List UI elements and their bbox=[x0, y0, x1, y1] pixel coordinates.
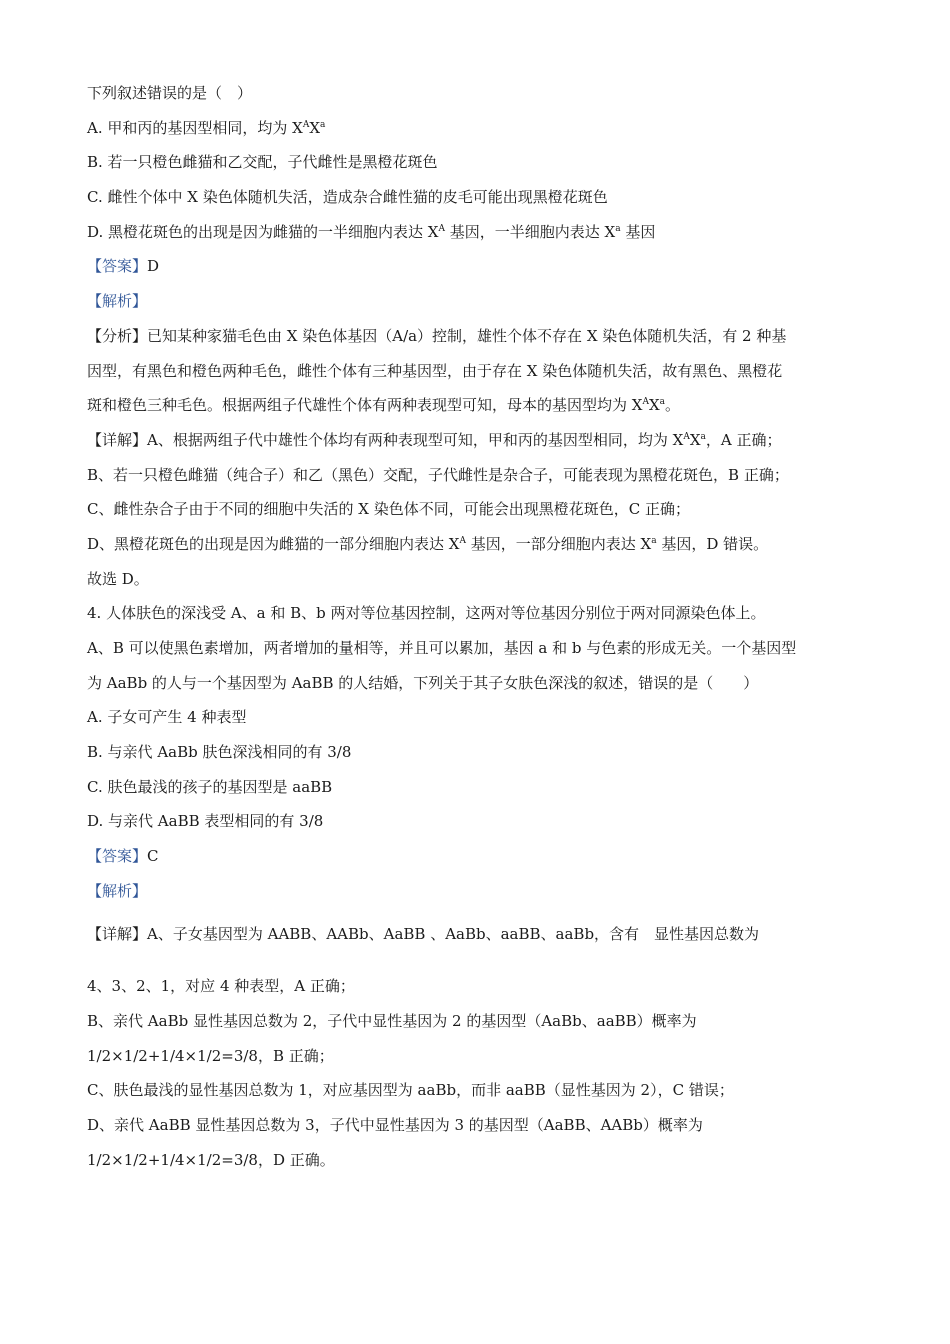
q3-option-d bbox=[87, 215, 887, 250]
q4-analysis-heading bbox=[87, 874, 887, 909]
answer-tag: 【答案】 bbox=[87, 847, 148, 866]
text: 基因，一半细胞内表达 X bbox=[444, 222, 616, 241]
superscript: a bbox=[320, 119, 326, 130]
detail-tag: 【详解】 bbox=[87, 924, 148, 943]
q4-stem-line-1: 4. 人体肤色的深浅受 A、a 和 B、b 两对等位基因控制，这两对等位基因分别位于两对同源染色体上。 bbox=[87, 604, 766, 623]
text: A. 甲和丙的基因型相同，均为 X bbox=[87, 118, 303, 137]
text: X bbox=[309, 118, 321, 137]
text: 已知某种家猫毛色由 X 染色体基因（A/a）控制，雄性个体不存在 X 染色体随机失活，有 2 种基 bbox=[147, 326, 787, 345]
q3-detail-c: C、雌性杂合子由于不同的细胞中失活的 X 染色体不同，可能会出现黑橙花斑色，C 正确； bbox=[87, 500, 690, 519]
superscript: a bbox=[659, 397, 666, 408]
fenxi-tag: 【分析】 bbox=[87, 326, 148, 345]
document-page bbox=[87, 76, 887, 1177]
superscript: A bbox=[683, 431, 690, 442]
q3-detail-a bbox=[87, 423, 887, 458]
text: 基因，一部分细胞内表达 X bbox=[465, 534, 652, 553]
q3-fenxi-line-2: 因型，有黑色和橙色两种毛色，雌性个体有三种基因型，由于存在 X 染色体随机失活，故有黑色、黑橙花 bbox=[87, 361, 783, 380]
q4-option-b: B. 与亲代 AaBb 肤色深浅相同的有 3/8 bbox=[87, 743, 352, 762]
answer-value: C bbox=[147, 847, 159, 866]
answer-value: D bbox=[147, 257, 160, 276]
superscript: A bbox=[302, 119, 310, 130]
text: 基因，D 错误。 bbox=[656, 534, 769, 553]
q4-option-c: C. 肤色最浅的孩子的基因型是 aaBB bbox=[87, 777, 333, 796]
superscript: A bbox=[438, 223, 445, 234]
analysis-tag: 【解析】 bbox=[87, 292, 148, 311]
q4-stem-line-3: 为 AaBb 的人与一个基因型为 AaBB 的人结婚，下列关于其子女肤色深浅的叙述，错误的是（ ） bbox=[87, 673, 759, 692]
q4-detail-d-line-1: D、亲代 AaBB 显性基因总数为 3，子代中显性基因为 3 的基因型（AaBB、AABb）概率为 bbox=[87, 1115, 703, 1134]
q3-answer bbox=[87, 249, 887, 284]
text: A、子女基因型为 AABB、AABb、AaBB 、AaBb、aaBB、aaBb，含有 显性基因总数为 bbox=[147, 924, 760, 943]
superscript: A bbox=[459, 535, 466, 546]
answer-tag: 【答案】 bbox=[87, 257, 148, 276]
q4-detail-b-line-2: 1/2×1/2+1/4×1/2=3/8，B 正确； bbox=[87, 1046, 334, 1065]
q3-option-c: C. 雌性个体中 X 染色体随机失活，造成杂合雌性猫的皮毛可能出现黑橙花斑色 bbox=[87, 188, 608, 207]
superscript: a bbox=[651, 535, 657, 546]
spacer bbox=[87, 951, 887, 969]
text: 斑和橙色三种毛色。根据两组子代雄性个体有两种表现型可知，母本的基因型均为 X bbox=[87, 396, 643, 415]
q3-analysis-heading bbox=[87, 284, 887, 319]
q4-detail-a-line-2: 4、3、2、1，对应 4 种表型，A 正确； bbox=[87, 977, 355, 996]
q3-detail-b: B、若一只橙色雌猫（纯合子）和乙（黑色）交配，子代雌性是杂合子，可能表现为黑橙花斑色，B 正确； bbox=[87, 465, 789, 484]
q3-fenxi-line-1 bbox=[87, 319, 887, 354]
q3-stem: 下列叙述错误的是（ ） bbox=[87, 84, 253, 102]
q4-detail-a-line-1 bbox=[87, 917, 887, 952]
q4-option-a: A. 子女可产生 4 种表型 bbox=[87, 708, 247, 727]
text: X bbox=[689, 430, 701, 449]
text: X bbox=[648, 396, 660, 415]
q4-stem-line-2: A、B 可以使黑色素增加，两者增加的量相等，并且可以累加，基因 a 和 b 与色素的形成无关。一个基因型 bbox=[87, 639, 797, 657]
q4-detail-d-line-2: 1/2×1/2+1/4×1/2=3/8，D 正确。 bbox=[87, 1150, 335, 1169]
analysis-tag: 【解析】 bbox=[87, 881, 148, 900]
superscript: A bbox=[642, 397, 649, 408]
text: 基因 bbox=[620, 222, 656, 241]
text: D、黑橙花斑色的出现是因为雌猫的一部分细胞内表达 X bbox=[87, 534, 460, 553]
detail-tag: 【详解】 bbox=[87, 430, 148, 449]
text: 。 bbox=[665, 396, 681, 415]
q3-conclusion: 故选 D。 bbox=[87, 569, 149, 588]
q4-detail-b-line-1: B、亲代 AaBb 显性基因总数为 2，子代中显性基因为 2 的基因型（AaBb、aaBB）概率为 bbox=[87, 1011, 697, 1030]
spacer bbox=[87, 909, 887, 917]
q4-detail-c: C、肤色最浅的显性基因总数为 1，对应基因型为 aaBb，而非 aaBB（显性基因为 2），C 错误； bbox=[87, 1081, 734, 1100]
q3-fenxi-line-3 bbox=[87, 388, 887, 423]
text: A、根据两组子代中雄性个体均有两种表现型可知，甲和丙的基因型相同，均为 X bbox=[147, 430, 684, 449]
text: ，A 正确； bbox=[705, 430, 782, 449]
q3-detail-d bbox=[87, 527, 887, 562]
text: D. 黑橙花斑色的出现是因为雌猫的一半细胞内表达 X bbox=[87, 222, 439, 241]
superscript: a bbox=[615, 223, 621, 234]
q3-option-a bbox=[87, 111, 887, 146]
superscript: a bbox=[700, 431, 706, 442]
q3-option-b: B. 若一只橙色雌猫和乙交配，子代雌性是黑橙花斑色 bbox=[87, 153, 438, 172]
q4-option-d: D. 与亲代 AaBB 表型相同的有 3/8 bbox=[87, 812, 324, 831]
q4-answer bbox=[87, 839, 887, 874]
